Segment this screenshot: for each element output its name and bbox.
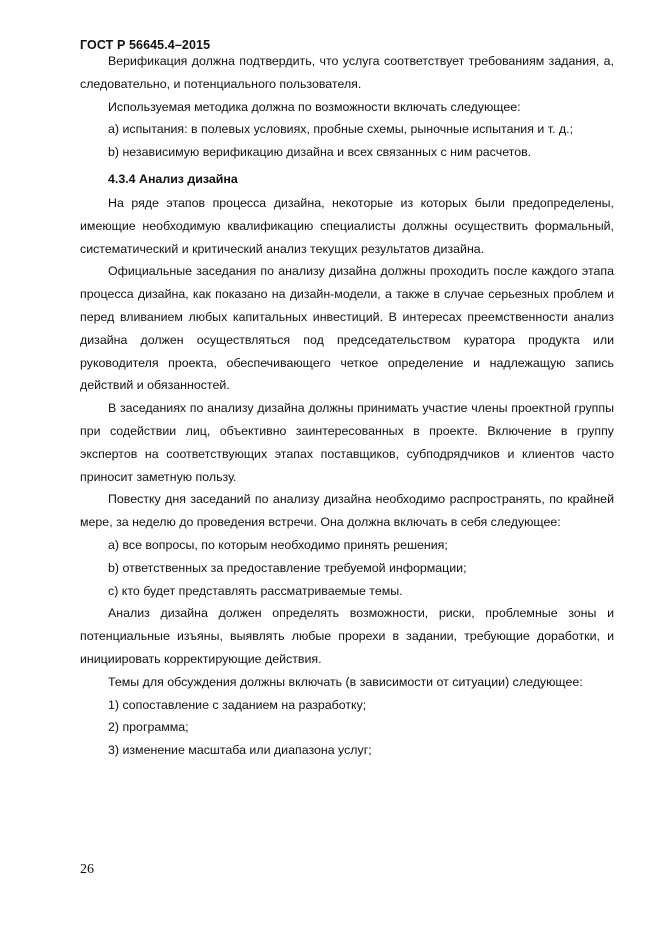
section-heading-design-review: 4.3.4 Анализ дизайна [108, 171, 238, 186]
paragraph-review-stages: На ряде этапов процесса дизайна, некоторые из которых были предопределены, имеющие необходимую квалификацию специалисты должны осуществить формальный, систематический и критический анализ текущих результатов дизайна. [80, 195, 614, 256]
paragraph-official-meetings: Официальные заседания по анализу дизайна должны проходить после каждого этапа процесса дизайна, как показано на дизайн-модели, а также в случае серьезных проблем и перед вливанием любых капитальных инвестиций. В интересах преемственности анализ дизайна должен осуществляться под председательством куратора продукта или руководителя проекта, обеспечивающего четкое определение и надлежащую запись действий и обязанностей. [80, 264, 614, 393]
list-item-a-testing: а) испытания: в полевых условиях, пробные схемы, рыночные испытания и т. д.; [108, 122, 574, 137]
list-item-c-presenters: с) кто будет представлять рассматриваемые темы. [108, 583, 403, 598]
list-item-3-scope: 3) изменение масштаба или диапазона услуг; [108, 743, 372, 758]
page-number: 26 [80, 862, 94, 877]
document-code-header: ГОСТ Р 56645.4–2015 [80, 38, 211, 52]
list-item-1-comparison: 1) сопоставление с заданием на разработку; [108, 697, 367, 712]
paragraph-method-intro: Используемая методика должна по возможности включать следующее: [108, 99, 521, 114]
list-item-b-verification: b) независимую верификацию дизайна и всех связанных с ним расчетов. [108, 145, 532, 160]
list-item-a-questions: а) все вопросы, по которым необходимо принять решения; [108, 537, 448, 552]
list-item-b-responsible: b) ответственных за предоставление требуемой информации; [108, 560, 467, 575]
list-item-2-program: 2) программа; [108, 720, 189, 735]
paragraph-agenda: Повестку дня заседаний по анализу дизайна необходимо распространять, по крайней мере, за неделю до проведения встречи. Она должна включать в себя следующее: [80, 492, 614, 530]
paragraph-topics-intro: Темы для обсуждения должны включать (в зависимости от ситуации) следующее: [108, 674, 583, 689]
paragraph-participants: В заседаниях по анализу дизайна должны принимать участие члены проектной группы при содействии лиц, объективно заинтересованных в проекте. Включение в группу экспертов на соответствующих этапах поставщиков, субподрядчиков и клиентов часто приносит заметную пользу. [80, 401, 614, 484]
paragraph-verification: Верификация должна подтвердить, что услуга соответствует требованиям задания, а, следовательно, и потенциального пользователя. [80, 54, 614, 91]
paragraph-review-goals: Анализ дизайна должен определять возможности, риски, проблемные зоны и потенциальные изъяны, выявлять любые прорехи в задании, требующие доработки, и инициировать корректирующие действия. [80, 606, 614, 666]
document-body [80, 50, 614, 762]
